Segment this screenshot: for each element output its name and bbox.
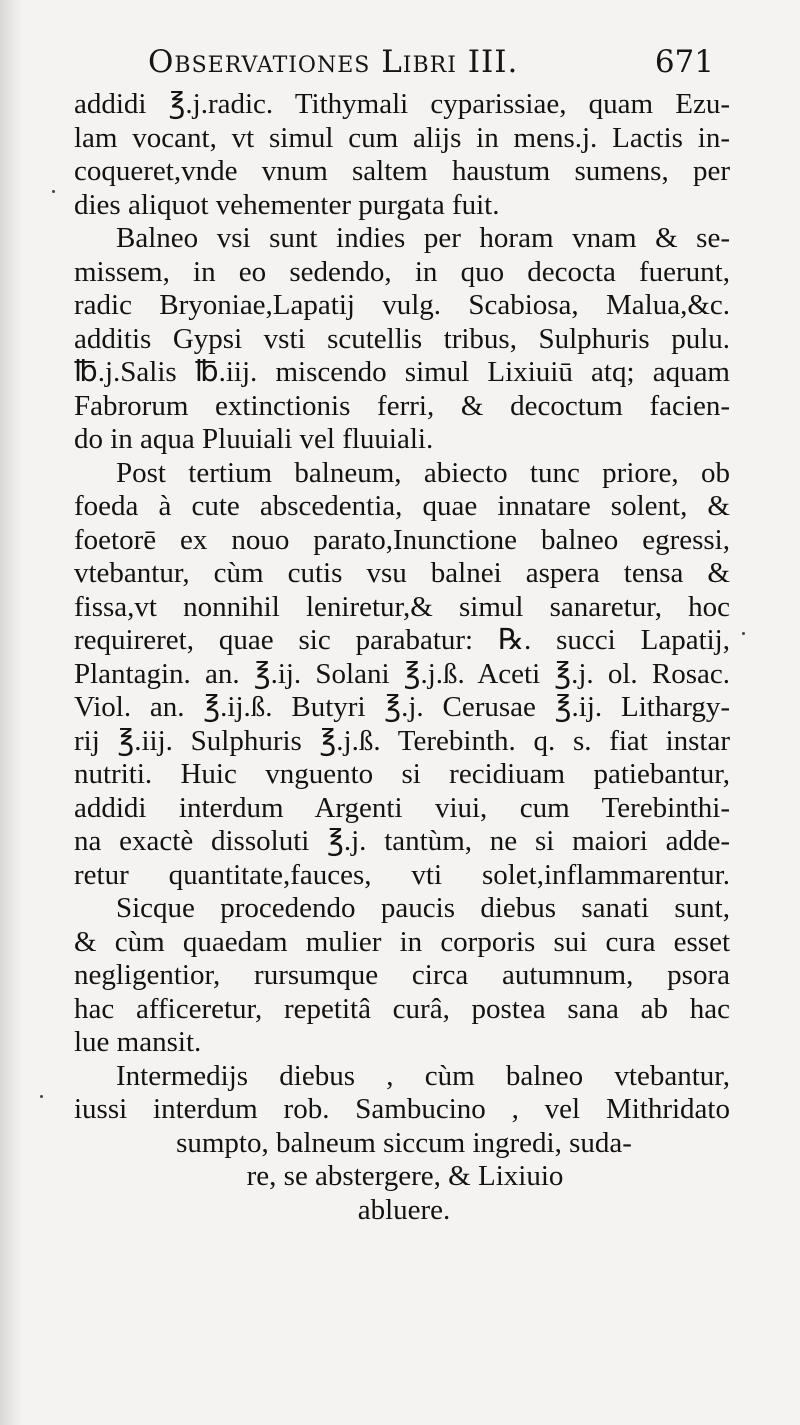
ink-speck — [40, 1095, 43, 1098]
text-line: Plantagin. an. ℥.ij. Solani ℥.j.ß. Aceti ℥.j. ol. Rosac. — [74, 657, 730, 690]
text-line: rij ℥.iij. Sulphuris ℥.j.ß. Terebinth. q. s. fiat instar — [74, 724, 730, 757]
page-edge-shadow — [0, 0, 22, 1425]
text-line: additis Gypsi vsti scutellis tribus, Sulphuris pulu. — [74, 322, 730, 355]
text-line: iussi interdum rob. Sambucino , vel Mithridato — [74, 1093, 730, 1125]
text-line: ℔.j.Salis ℔.iij. miscendo simul Lixiuiū atq; aquam — [74, 356, 730, 388]
text-line: vtebantur, cùm cutis vsu balnei aspera tensa & — [74, 557, 730, 589]
taper-line: sumpto, balneum siccum ingredi, suda- — [176, 1126, 632, 1159]
paragraph-start-line: Intermedijs diebus , cùm balneo vtebantur, — [116, 1059, 730, 1092]
text-line: Fabrorum extinctionis ferri, & decoctum facien- — [74, 389, 730, 422]
text-line: foeda à cute abscedentia, quae innatare solent, & — [74, 490, 730, 522]
page-number: 671 — [654, 44, 714, 80]
text-line: & cùm quaedam mulier in corporis sui cura esset — [74, 925, 730, 958]
text-line: Viol. an. ℥.ij.ß. Butyri ℥.j. Cerusae ℥.ij. Lithargy- — [74, 691, 730, 723]
ink-speck — [52, 190, 55, 193]
taper-line: abluere. — [357, 1193, 451, 1226]
text-line: do in aqua Pluuiali vel fluuiali. — [74, 423, 434, 455]
text-line: radic Bryoniae,Lapatij vulg. Scabiosa, Malua,&c. — [74, 289, 730, 321]
text-line: dies aliquot vehementer purgata fuit. — [74, 188, 500, 221]
text-line: requireret, quae sic parabatur: ℞. succi Lapatij, — [74, 624, 730, 656]
text-line: lam vocant, vt simul cum alijs in mens.j. Lactis in- — [74, 121, 730, 154]
text-line: nutriti. Huic vnguento si recidiuam patiebantur, — [74, 758, 730, 790]
running-title: Observationes Libri III. — [148, 44, 519, 80]
text-line: na exactè dissoluti ℥.j. tantùm, ne si maiori adde- — [74, 825, 730, 857]
text-line: addidi ℥.j.radic. Tithymali cyparissiae, quam Ezu- — [74, 88, 730, 120]
text-line: retur quantitate,fauces, vti solet,inflammarentur. — [74, 858, 730, 891]
body-text — [74, 88, 730, 1227]
text-line: lue mansit. — [74, 1026, 202, 1058]
ink-speck — [742, 632, 745, 635]
text-line: hac afficeretur, repetitâ curâ, postea sana ab hac — [74, 992, 730, 1025]
text-line: negligentior, rursumque circa autumnum, psora — [74, 959, 730, 991]
page-header — [148, 40, 718, 90]
paragraph-start-line: Sicque procedendo paucis diebus sanati sunt, — [116, 892, 730, 924]
text-line: missem, in eo sedendo, in quo decocta fuerunt, — [74, 255, 730, 288]
paragraph-start-line: Post tertium balneum, abiecto tunc priore, ob — [116, 456, 730, 489]
paragraph-start-line: Balneo vsi sunt indies per horam vnam & se- — [116, 222, 730, 254]
text-line: coqueret,vnde vnum saltem haustum sumens, per — [74, 155, 730, 187]
text-line: foetorē ex nouo parato,Inunctione balneo egressi, — [74, 523, 730, 556]
taper-line: re, se abstergere, & Lixiuio — [246, 1160, 564, 1192]
text-line: fissa,vt nonnihil leniretur,& simul sanaretur, hoc — [74, 590, 730, 623]
text-line: addidi interdum Argenti viui, cum Terebinthi- — [74, 791, 730, 824]
